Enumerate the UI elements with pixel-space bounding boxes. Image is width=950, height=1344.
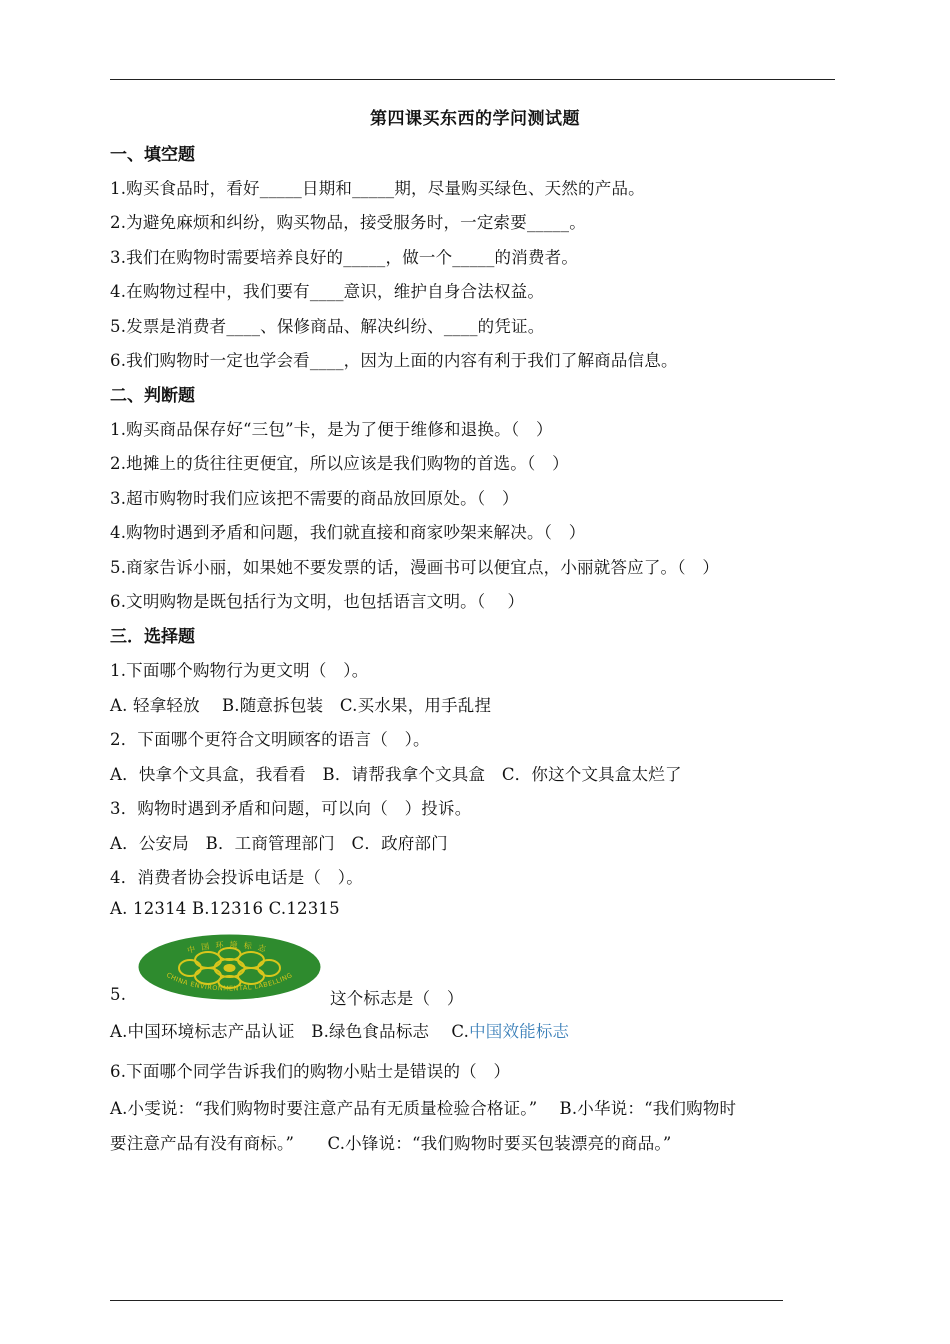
- choice-question-5-options-ab: A.中国环境标志产品认证 B.绿色食品标志 C.: [110, 1022, 470, 1041]
- svg-text:中国环境标志: 中国环境标志: [186, 940, 273, 956]
- choice-question-1: 1.下面哪个购物行为更文明（ ）。: [110, 661, 369, 680]
- judge-question-1: 1.购买商品保存好“三包”卡，是为了便于维修和退换。（ ）: [110, 420, 553, 439]
- svg-text:CHINA ENVIRONMENTAL LABELLING: CHINA ENVIRONMENTAL LABELLING: [165, 970, 294, 993]
- judge-question-4: 4.购物时遇到矛盾和问题，我们就直接和商家吵架来解决。（ ）: [110, 523, 586, 542]
- choice-question-3-options: A．公安局 B．工商管理部门 C．政府部门: [110, 834, 448, 853]
- judge-question-2: 2.地摊上的货往往更便宜，所以应该是我们购物的首选。（ ）: [110, 454, 569, 473]
- section-judge-heading: 二、判断题: [110, 386, 195, 406]
- section-fill-heading: 一、填空题: [110, 145, 195, 165]
- fill-question-5: 5.发票是消费者____、保修商品、解决纠纷、____的凭证。: [110, 317, 545, 336]
- header-rule: [110, 79, 835, 80]
- choice-question-3: 3．购物时遇到矛盾和问题，可以向（ ）投诉。: [110, 799, 472, 818]
- judge-question-6: 6.文明购物是既包括行为文明，也包括语言文明。（ ）: [110, 592, 525, 611]
- choice-question-1-options: A. 轻拿轻放 B.随意拆包装 C.买水果，用手乱捏: [110, 696, 492, 715]
- china-environmental-label-logo: [138, 934, 321, 1000]
- footer-rule: [110, 1300, 783, 1301]
- choice-question-6: 6.下面哪个同学告诉我们的购物小贴士是错误的（ ）: [110, 1062, 511, 1081]
- choice-question-5-option-c: 中国效能标志: [469, 1022, 570, 1041]
- choice-question-4: 4．消费者协会投诉电话是（ ）。: [110, 868, 363, 887]
- choice-question-6-options-line-1: A.小雯说：“我们购物时要注意产品有无质量检验合格证。” B.小华说：“我们购物时: [110, 1099, 737, 1118]
- choice-question-2-options: A．快拿个文具盒，我看看 B．请帮我拿个文具盒 C．你这个文具盒太烂了: [110, 765, 682, 784]
- page-title: 第四课买东西的学问测试题: [370, 109, 580, 129]
- choice-question-5-options: [110, 1018, 569, 1042]
- fill-question-6: 6.我们购物时一定也学会看____，因为上面的内容有利于我们了解商品信息。: [110, 351, 678, 370]
- fill-question-4: 4.在购物过程中，我们要有____意识，维护自身合法权益。: [110, 282, 545, 301]
- fill-question-1: 1.购买食品时，看好_____日期和_____期，尽量购买绿色、天然的产品。: [110, 179, 645, 198]
- fill-question-2: 2.为避免麻烦和纠纷，购买物品，接受服务时，一定索要_____。: [110, 213, 586, 232]
- fill-question-3: 3.我们在购物时需要培养良好的_____，做一个_____的消费者。: [110, 248, 579, 267]
- section-choice-heading: 三．选择题: [110, 627, 195, 647]
- choice-question-4-options: A. 12314 B.12316 C.12315: [110, 899, 340, 918]
- choice-question-6-options-line-2: 要注意产品有没有商标。” C.小锋说：“我们购物时要买包装漂亮的商品。”: [110, 1134, 672, 1153]
- choice-question-5-number: 5.: [110, 985, 127, 1004]
- judge-question-5: 5.商家告诉小丽，如果她不要发票的话，漫画书可以便宜点，小丽就答应了。（ ）: [110, 558, 720, 577]
- judge-question-3: 3.超市购物时我们应该把不需要的商品放回原处。（ ）: [110, 489, 519, 508]
- choice-question-2: 2．下面哪个更符合文明顾客的语言（ ）。: [110, 730, 430, 749]
- choice-question-5: 这个标志是（ ）: [330, 989, 464, 1008]
